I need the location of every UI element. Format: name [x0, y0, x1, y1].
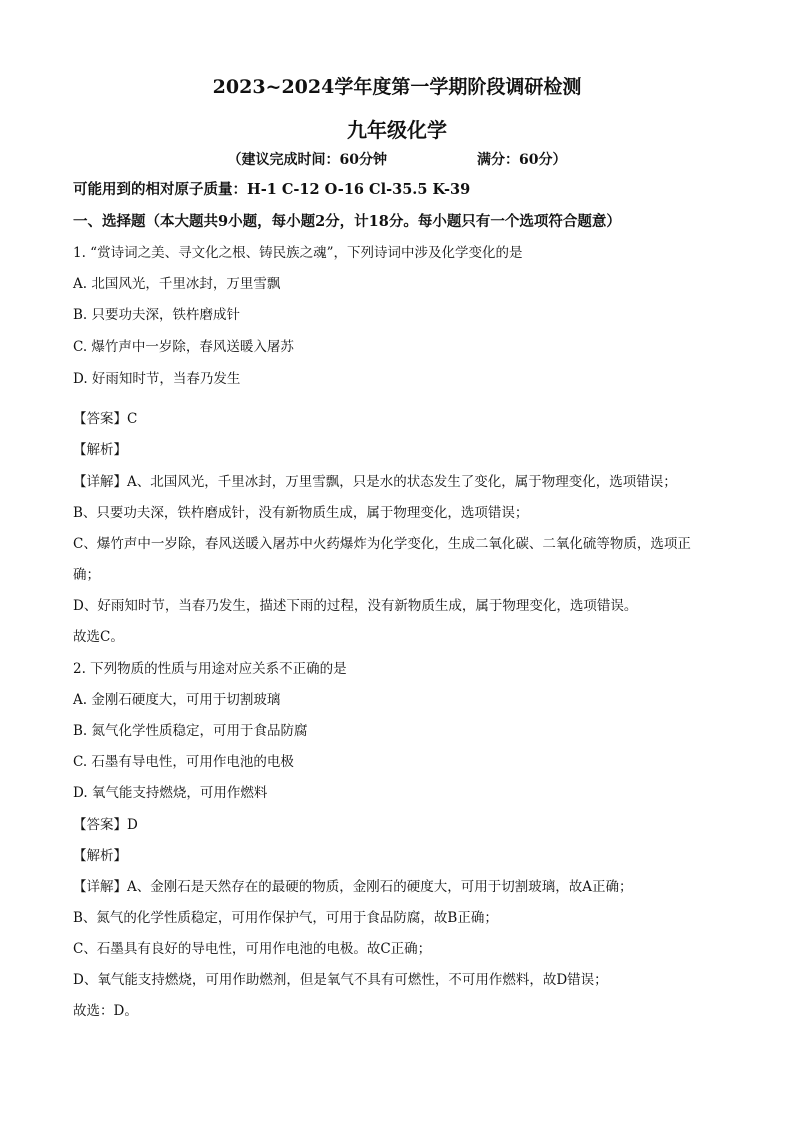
q2-detail-line: D、氧气能支持燃烧，可用作助燃剂，但是氧气不具有可燃性，不可用作燃料，故D错误； — [73, 972, 608, 988]
exam-info — [0, 149, 794, 169]
time-note: （建议完成时间：60分钟 — [227, 152, 387, 168]
score-note: 满分：60分） — [477, 152, 567, 168]
section-heading: 一、选择题（本大题共9小题，每小题2分，计18分。每小题只有一个选项符合题意） — [73, 213, 621, 230]
q1-detail-line: B、只要功夫深，铁杵磨成针，没有新物质生成，属于物理变化，选项错误； — [73, 505, 529, 521]
exam-subtitle: 九年级化学 — [347, 118, 447, 142]
q1-analysis-label: 【解析】 — [73, 442, 127, 458]
q2-detail-line: C、石墨具有良好的导电性，可用作电池的电极。故C正确； — [73, 941, 432, 957]
q1-detail-line: 【详解】A、北国风光，千里冰封，万里雪飘，只是水的状态发生了变化，属于物理变化，选项错误； — [73, 474, 677, 490]
q1-stem: 1. “赏诗词之美、寻文化之根、铸民族之魂”，下列诗词中涉及化学变化的是 — [73, 245, 523, 261]
q1-option-b: B. 只要功夫深，铁杵磨成针 — [73, 307, 241, 323]
q2-answer: 【答案】D — [73, 817, 138, 833]
q2-detail-line: B、氮气的化学性质稳定，可用作保护气，可用于食品防腐，故B正确； — [73, 910, 498, 926]
q2-option-d: D. 氧气能支持燃烧，可用作燃料 — [73, 785, 268, 801]
q1-option-d: D. 好雨知时节，当春乃发生 — [73, 371, 241, 387]
q1-option-a: A. 北国风光，千里冰封，万里雪飘 — [73, 276, 281, 292]
q1-detail-line: 确； — [73, 567, 100, 583]
q2-stem: 2. 下列物质的性质与用途对应关系不正确的是 — [73, 661, 347, 677]
q1-detail-line: 故选C。 — [73, 629, 124, 645]
atomic-masses: 可能用到的相对原子质量：H-1 C-12 O-16 Cl-35.5 K-39 — [73, 181, 471, 198]
q1-option-c: C. 爆竹声中一岁除，春风送暖入屠苏 — [73, 339, 294, 355]
exam-title: 2023~2024学年度第一学期阶段调研检测 — [212, 76, 582, 98]
q1-answer: 【答案】C — [73, 411, 138, 427]
q1-detail-line: C、爆竹声中一岁除，春风送暖入屠苏中火药爆炸为化学变化，生成二氧化碳、二氧化硫等物质，选项正 — [73, 536, 691, 552]
q2-detail-line: 故选：D。 — [73, 1003, 138, 1019]
q2-option-c: C. 石墨有导电性，可用作电池的电极 — [73, 754, 294, 770]
q2-analysis-label: 【解析】 — [73, 848, 127, 864]
q2-option-a: A. 金刚石硬度大，可用于切割玻璃 — [73, 692, 281, 708]
q1-detail-line: D、好雨知时节，当春乃发生，描述下雨的过程，没有新物质生成，属于物理变化，选项错误。 — [73, 598, 638, 614]
q2-detail-line: 【详解】A、金刚石是天然存在的最硬的物质，金刚石的硬度大，可用于切割玻璃，故A正确； — [73, 879, 633, 895]
q2-option-b: B. 氮气化学性质稳定，可用于食品防腐 — [73, 723, 308, 739]
